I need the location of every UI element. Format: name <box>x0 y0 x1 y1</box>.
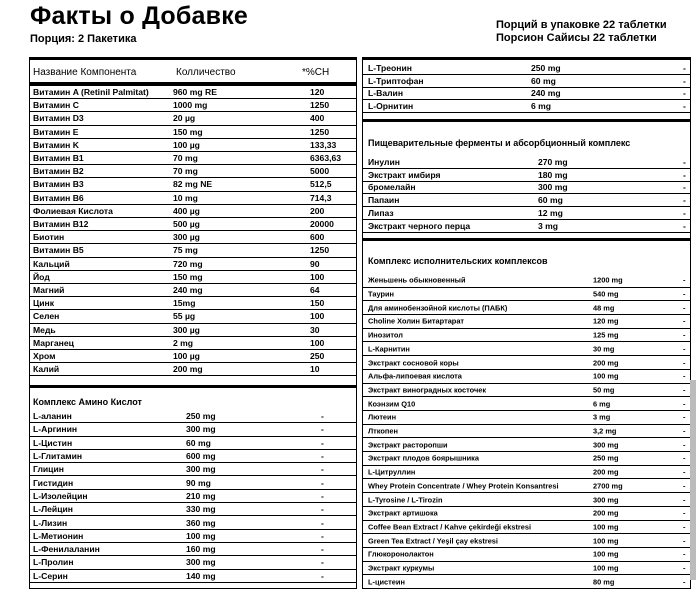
cell-dv: 1250 <box>310 245 330 256</box>
cell-dv: 714,3 <box>310 192 332 203</box>
cell-name: Витамин D3 <box>33 113 84 124</box>
table-row <box>363 288 690 302</box>
table-row <box>30 450 356 463</box>
cell-dv: 30 <box>310 324 320 335</box>
cell-amount: 300 µg <box>173 324 200 335</box>
cell-dv: 10 <box>310 364 320 375</box>
cell-dv: - <box>683 577 686 587</box>
enzymes-section-title: Пищеварительные ферменты и абсорбционный комплекс <box>368 138 631 148</box>
column-header-name: Название Компонента <box>33 67 137 78</box>
table-row <box>363 356 690 370</box>
cell-dv: - <box>321 477 324 488</box>
cell-amount: 80 mg <box>593 577 615 587</box>
cell-dv: - <box>683 75 686 86</box>
cell-amount: 300 mg <box>186 464 216 475</box>
cell-amount: 50 mg <box>593 385 615 395</box>
cell-dv: 100 <box>310 337 325 348</box>
cell-name: Кальций <box>33 258 70 269</box>
cell-amount: 300 mg <box>186 424 216 435</box>
cell-amount: 720 mg <box>173 258 203 269</box>
cell-amount: 2700 mg <box>593 481 623 491</box>
table-row <box>30 99 356 112</box>
cell-name: Витамин B1 <box>33 153 84 164</box>
table-row <box>30 258 356 271</box>
cell-amount: 960 mg RE <box>173 87 217 98</box>
cell-name: Витамин C <box>33 100 79 111</box>
cell-name: L-Аргинин <box>33 424 78 435</box>
table-row <box>363 169 690 182</box>
cell-amount: 200 mg <box>593 508 619 518</box>
cell-dv: - <box>683 62 686 73</box>
table-row <box>30 139 356 152</box>
table-row <box>363 384 690 398</box>
cell-name: Экстракт куркумы <box>368 563 435 573</box>
cell-name: L-Карнитин <box>368 344 410 354</box>
table-row <box>30 423 356 436</box>
table-row <box>363 438 690 452</box>
cell-dv: - <box>321 517 324 528</box>
cell-amount: 140 mg <box>186 570 216 581</box>
cell-dv: - <box>321 530 324 541</box>
servings-per-container <box>496 19 667 45</box>
cell-amount: 180 mg <box>538 169 568 180</box>
cell-dv: 100 <box>310 271 325 282</box>
cell-name: L-Лизин <box>33 517 68 528</box>
cell-name: L-Цитруллин <box>368 467 416 477</box>
table-row <box>30 463 356 476</box>
table-row <box>363 207 690 220</box>
cell-amount: 100 µg <box>173 351 200 362</box>
cell-name: Экстракт расторопши <box>368 440 448 450</box>
cell-amount: 60 mg <box>538 195 563 206</box>
table-row <box>30 297 356 310</box>
table-row <box>30 271 356 284</box>
table-row <box>363 521 690 535</box>
cell-dv: - <box>683 440 686 450</box>
cell-dv: - <box>683 536 686 546</box>
table-row <box>30 231 356 244</box>
cell-name: Медь <box>33 324 56 335</box>
cell-amount: 70 mg <box>173 153 198 164</box>
table-row <box>30 324 356 337</box>
cell-amount: 3 mg <box>593 412 611 422</box>
cell-name: L-Tyrosine / L-Tirozin <box>368 495 443 505</box>
cell-dv: - <box>683 330 686 340</box>
table-row <box>30 543 356 556</box>
cell-amount: 20 µg <box>173 113 196 124</box>
cell-amount: 100 mg <box>593 536 619 546</box>
cell-name: Магний <box>33 285 65 296</box>
cell-amount: 300 mg <box>186 557 216 568</box>
cell-name: Витамин K <box>33 139 79 150</box>
cell-dv: - <box>683 169 686 180</box>
cell-amount: 300 mg <box>538 182 568 193</box>
table-row <box>363 575 690 589</box>
cell-amount: 150 mg <box>173 126 203 137</box>
cell-amount: 100 mg <box>593 522 619 532</box>
table-row <box>363 156 690 169</box>
cell-name: L-Лейцин <box>33 504 73 515</box>
cell-name: Whey Protein Concentrate / Whey Protein Konsantresi <box>368 481 559 491</box>
cell-dv: - <box>683 303 686 313</box>
table-row <box>363 425 690 439</box>
table-row <box>363 480 690 494</box>
cell-amount: 600 mg <box>186 451 216 462</box>
table-row <box>363 411 690 425</box>
cell-name: L-Метионин <box>33 530 84 541</box>
table-row <box>30 284 356 297</box>
table-row <box>363 75 690 88</box>
cell-amount: 100 mg <box>593 549 619 559</box>
cell-name: Витамин B5 <box>33 245 84 256</box>
cell-dv: - <box>321 464 324 475</box>
cell-name: Йод <box>33 271 50 282</box>
cell-name: Таурин <box>368 289 394 299</box>
table-row <box>30 530 356 543</box>
page-title: Факты о Добавке <box>30 2 249 30</box>
table-row <box>363 452 690 466</box>
cell-name: Витамин B2 <box>33 166 84 177</box>
cell-dv: 1250 <box>310 126 330 137</box>
cell-dv: - <box>683 344 686 354</box>
table-row <box>30 310 356 323</box>
cell-amount: 90 mg <box>186 477 211 488</box>
cell-amount: 200 mg <box>173 364 203 375</box>
cell-name: Цинк <box>33 298 55 309</box>
cell-name: Витамин B12 <box>33 219 89 230</box>
cell-amount: 250 mg <box>593 453 619 463</box>
cell-name: L-аланин <box>33 411 72 422</box>
amino-section-title: Комплекс Амино Кислот <box>33 397 142 407</box>
serving-size: Порция: 2 Пакетика <box>30 33 137 45</box>
cell-dv: 600 <box>310 232 325 243</box>
table-row <box>363 534 690 548</box>
table-row <box>30 178 356 191</box>
cell-name: Экстракт черного перца <box>368 220 471 231</box>
cell-amount: 150 mg <box>173 271 203 282</box>
table-row <box>363 343 690 357</box>
cell-amount: 540 mg <box>593 289 619 299</box>
cell-name: Папаин <box>368 195 400 206</box>
cell-amount: 200 mg <box>593 358 619 368</box>
cell-amount: 500 µg <box>173 219 200 230</box>
cell-dv: - <box>683 208 686 219</box>
cell-dv: - <box>683 508 686 518</box>
cell-name: L-Серин <box>33 570 68 581</box>
cell-dv: - <box>683 371 686 381</box>
cell-name: L-Пролин <box>33 557 74 568</box>
cell-amount: 70 mg <box>173 166 198 177</box>
cell-dv: 120 <box>310 87 325 98</box>
cell-name: Витамин A (Retinil Palmitat) <box>33 87 149 98</box>
cell-name: Хром <box>33 351 56 362</box>
cell-amount: 100 mg <box>593 563 619 573</box>
section-divider-2 <box>363 119 690 122</box>
cell-dv: 200 <box>310 205 325 216</box>
cell-dv: - <box>683 156 686 167</box>
cell-amount: 2 mg <box>173 337 194 348</box>
cell-dv: - <box>321 451 324 462</box>
cell-name: Глицин <box>33 464 64 475</box>
cell-amount: 300 mg <box>593 495 619 505</box>
cell-name: Липаз <box>368 208 394 219</box>
table-row <box>363 493 690 507</box>
cell-dv: 20000 <box>310 219 334 230</box>
cell-name: Лткопен <box>368 426 398 436</box>
table-row <box>363 88 690 101</box>
cell-dv: - <box>321 504 324 515</box>
cell-dv: - <box>321 411 324 422</box>
cell-dv: 250 <box>310 351 325 362</box>
cell-name: Витамин B3 <box>33 179 84 190</box>
table-row <box>30 192 356 205</box>
table-row <box>30 126 356 139</box>
cell-dv: - <box>321 437 324 448</box>
table-row <box>30 112 356 125</box>
cell-dv: - <box>683 467 686 477</box>
cell-dv: 512,5 <box>310 179 332 190</box>
cell-amount: 200 mg <box>593 467 619 477</box>
cell-dv: 150 <box>310 298 325 309</box>
cell-amount: 100 mg <box>593 371 619 381</box>
cell-amount: 210 mg <box>186 490 216 501</box>
performance-section-title: Комплекс исполнительских комплексов <box>368 256 548 266</box>
cell-dv: - <box>683 275 686 285</box>
cell-name: L-Фенилаланин <box>33 544 100 555</box>
cell-name: L-Треонин <box>368 62 412 73</box>
cell-dv: 6363,63 <box>310 153 342 164</box>
section-divider <box>30 385 356 388</box>
table-row <box>30 477 356 490</box>
table-row <box>30 350 356 363</box>
table-row <box>363 301 690 315</box>
cell-amount: 300 mg <box>593 440 619 450</box>
cell-name: L-Цистин <box>33 437 73 448</box>
table-row <box>30 152 356 165</box>
cell-dv: - <box>683 358 686 368</box>
cell-name: бромелайн <box>368 182 416 193</box>
table-row <box>30 410 356 423</box>
cell-name: Гистидин <box>33 477 74 488</box>
cell-name: Экстракт сосновой коры <box>368 358 459 368</box>
cell-dv: - <box>683 289 686 299</box>
cell-name: Инозитол <box>368 330 403 340</box>
cell-amount: 12 mg <box>538 208 563 219</box>
cell-name: L-Изолейцин <box>33 490 88 501</box>
cell-dv: 64 <box>310 285 320 296</box>
cell-amount: 3,2 mg <box>593 426 617 436</box>
left-facts-panel <box>29 57 357 589</box>
cell-dv: - <box>683 563 686 573</box>
cell-name: Лютеин <box>368 412 397 422</box>
cell-amount: 125 mg <box>593 330 619 340</box>
cell-name: Экстракт артишока <box>368 508 438 518</box>
table-row <box>30 516 356 529</box>
cell-dv: - <box>683 453 686 463</box>
table-row <box>363 194 690 207</box>
cell-amount: 100 mg <box>186 530 216 541</box>
cell-dv: - <box>683 316 686 326</box>
cell-dv: - <box>321 544 324 555</box>
cell-dv: 90 <box>310 258 320 269</box>
cell-amount: 3 mg <box>538 220 559 231</box>
servings-line-alt: Порсион Сайисы 22 таблетки <box>496 32 657 44</box>
cell-name: Coffee Bean Extract / Kahve çekirdeği ekstresi <box>368 522 532 532</box>
cell-dv: - <box>321 424 324 435</box>
cell-amount: 6 mg <box>531 101 552 112</box>
cell-dv: - <box>683 220 686 231</box>
cell-dv: 400 <box>310 113 325 124</box>
cell-amount: 15mg <box>173 298 196 309</box>
table-row <box>363 466 690 480</box>
cell-amount: 160 mg <box>186 544 216 555</box>
cell-amount: 82 mg NE <box>173 179 213 190</box>
column-header-amount: Колличество <box>176 67 236 78</box>
cell-amount: 400 µg <box>173 205 200 216</box>
cell-dv: - <box>321 557 324 568</box>
cell-name: Экстракт плодов боярышника <box>368 453 479 463</box>
cell-name: Экстракт виноградных косточек <box>368 385 487 395</box>
table-row <box>30 556 356 569</box>
cell-dv: - <box>683 182 686 193</box>
cell-name: L-Орнитин <box>368 101 414 112</box>
cell-name: Селен <box>33 311 60 322</box>
table-row <box>30 86 356 99</box>
cell-dv: - <box>683 481 686 491</box>
table-row <box>30 490 356 503</box>
cell-amount: 100 µg <box>173 139 200 150</box>
table-row <box>363 274 690 288</box>
table-row <box>30 337 356 350</box>
cell-name: Витамин B6 <box>33 192 84 203</box>
cell-dv: 100 <box>310 311 325 322</box>
scrollbar-thumb[interactable] <box>690 380 696 580</box>
cell-amount: 48 mg <box>593 303 615 313</box>
table-row <box>30 165 356 178</box>
cell-name: Марганец <box>33 337 74 348</box>
cell-name: L-Триптофан <box>368 75 424 86</box>
cell-name: Калий <box>33 364 60 375</box>
section-divider-3 <box>363 238 690 241</box>
cell-amount: 75 mg <box>173 245 198 256</box>
table-row <box>30 503 356 516</box>
cell-amount: 6 mg <box>593 399 611 409</box>
cell-dv: 133,33 <box>310 139 337 150</box>
cell-amount: 120 mg <box>593 316 619 326</box>
cell-amount: 1000 mg <box>173 100 208 111</box>
cell-name: L-цистеин <box>368 577 405 587</box>
cell-amount: 330 mg <box>186 504 216 515</box>
cell-dv: - <box>683 101 686 112</box>
cell-amount: 360 mg <box>186 517 216 528</box>
cell-name: Биотин <box>33 232 65 243</box>
table-row <box>363 100 690 113</box>
cell-dv: - <box>683 412 686 422</box>
cell-name: Жeньшeнь обыкновенный <box>368 275 466 285</box>
cell-dv: - <box>683 88 686 99</box>
table-row <box>363 62 690 75</box>
table-row <box>30 570 356 583</box>
cell-amount: 240 mg <box>173 285 203 296</box>
cell-dv: - <box>683 399 686 409</box>
cell-dv: - <box>683 522 686 532</box>
table-row <box>363 220 690 233</box>
cell-name: Экстракт имбиря <box>368 169 441 180</box>
cell-name: Green Tea Extract / Yeşil çay ekstresi <box>368 536 498 546</box>
table-row <box>363 397 690 411</box>
cell-name: Фолиевая Кислота <box>33 205 113 216</box>
cell-dv: - <box>683 495 686 505</box>
table-row <box>363 507 690 521</box>
table-row <box>30 244 356 257</box>
cell-amount: 55 µg <box>173 311 196 322</box>
table-row <box>363 182 690 195</box>
cell-amount: 270 mg <box>538 156 568 167</box>
cell-amount: 1200 mg <box>593 275 623 285</box>
table-row <box>30 363 356 376</box>
cell-name: Коэнзим Q10 <box>368 399 416 409</box>
table-row <box>363 315 690 329</box>
cell-dv: 1250 <box>310 100 330 111</box>
cell-amount: 300 µg <box>173 232 200 243</box>
table-row <box>30 437 356 450</box>
cell-name: L-Валин <box>368 88 404 99</box>
cell-dv: 5000 <box>310 166 330 177</box>
cell-amount: 250 mg <box>531 62 561 73</box>
cell-amount: 240 mg <box>531 88 561 99</box>
table-row <box>363 329 690 343</box>
cell-amount: 30 mg <box>593 344 615 354</box>
cell-dv: - <box>321 570 324 581</box>
cell-name: L-Глитамин <box>33 451 83 462</box>
cell-name: Глюкоронолактон <box>368 549 434 559</box>
cell-dv: - <box>683 195 686 206</box>
cell-dv: - <box>683 426 686 436</box>
cell-name: Инулин <box>368 156 400 167</box>
cell-name: Для аминобензойной кислоты (ПАБК) <box>368 303 508 313</box>
table-row <box>363 562 690 576</box>
cell-dv: - <box>321 490 324 501</box>
table-row <box>30 218 356 231</box>
cell-name: Витамин E <box>33 126 79 137</box>
cell-name: Альфа-липоевая кислота <box>368 371 462 381</box>
column-header-dv: *%СН <box>302 67 330 78</box>
cell-dv: - <box>683 385 686 395</box>
table-row <box>30 205 356 218</box>
cell-amount: 250 mg <box>186 411 216 422</box>
cell-amount: 10 mg <box>173 192 198 203</box>
right-facts-panel <box>362 57 691 589</box>
cell-amount: 60 mg <box>531 75 556 86</box>
servings-line-ru: Порций в упаковке 22 таблетки <box>496 19 667 31</box>
cell-name: Choline Холин Битартарат <box>368 316 465 326</box>
cell-dv: - <box>683 549 686 559</box>
table-row <box>363 548 690 562</box>
cell-amount: 60 mg <box>186 437 211 448</box>
table-row <box>363 370 690 384</box>
